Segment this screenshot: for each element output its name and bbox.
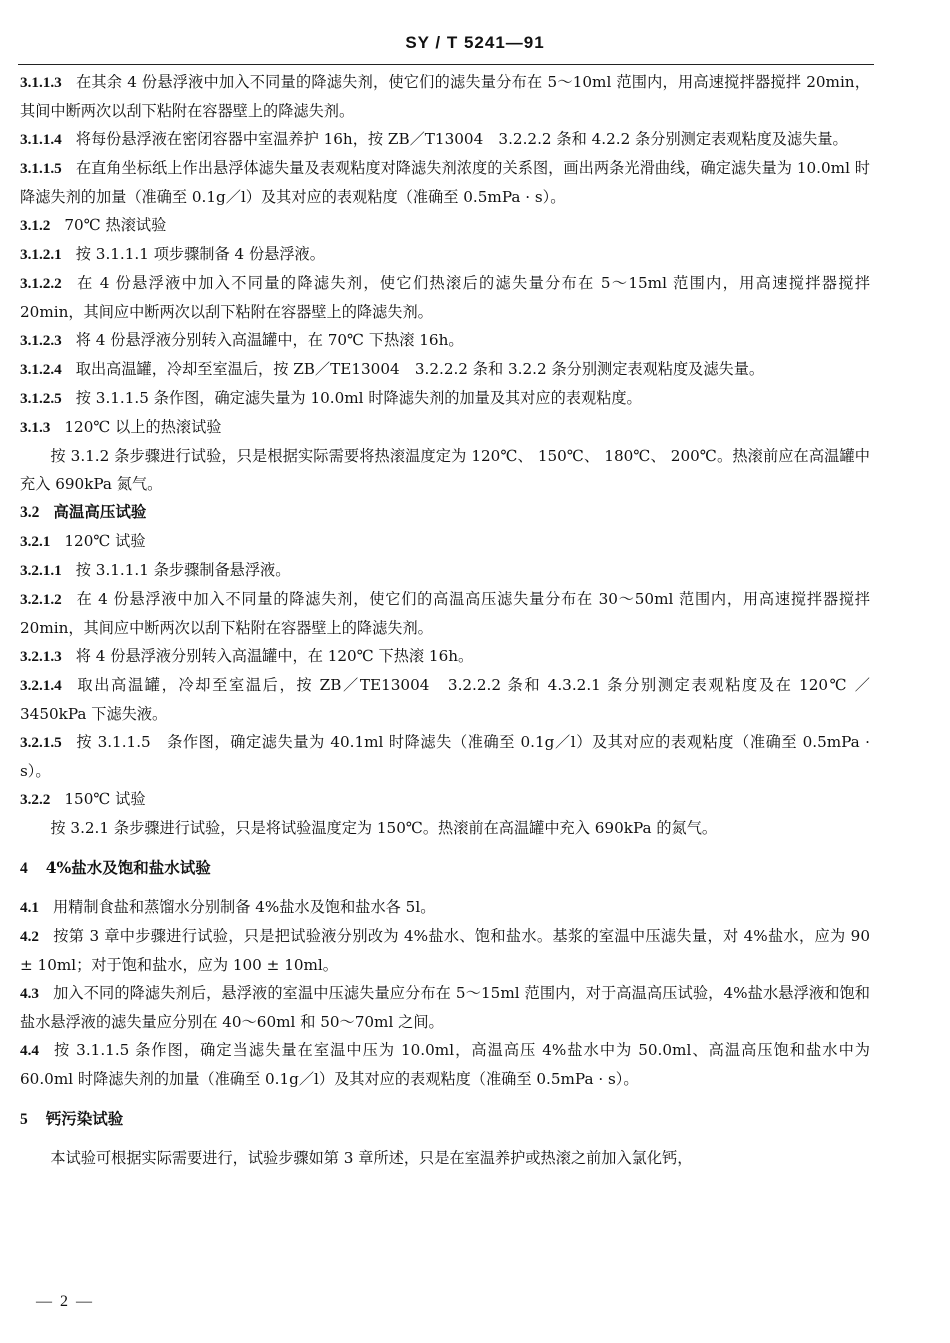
clause-text: 在直角坐标纸上作出悬浮体滤失量及表观粘度对降滤失剂浓度的关系图，画出两条光滑曲线，确定滤失量为 10.0ml 时降滤失剂的加量（准确至 0.1g／l）及其对应的表观粘度（准确至 0.5mPa · s）。 [20, 159, 870, 206]
clause-number: 3.1.2 [20, 217, 51, 234]
clause-text: 本试验可根据实际需要进行，试验步骤如第 3 章所述，只是在室温养护或热滚之前加入氯化钙， [50, 1149, 693, 1167]
clause-text: 取出高温罐，冷却至室温后，按 ZB／TE13004 3.2.2.2 条和 4.3.2.1 条分别测定表观粘度及在 120℃ ／3450kPa 下滤失液。 [20, 676, 870, 723]
clause-text: 在 4 份悬浮液中加入不同量的降滤失剂，使它们热滚后的滤失量分布在 5～15ml 范围内，用高速搅拌器搅拌 20min，其间应中断两次以刮下粘附在容器壁上的降滤失剂。 [20, 274, 870, 321]
document-body [20, 68, 870, 1172]
clause-number: 4.2 [20, 928, 39, 945]
clause-number: 3.1.1.3 [20, 74, 62, 91]
clause-text: 将 4 份悬浮液分别转入高温罐中，在 120℃ 下热滚 16h。 [75, 647, 474, 665]
clause-number: 3.2.1 [20, 533, 51, 550]
clause-paragraph [20, 125, 870, 154]
clause-number: 3.2.2 [20, 791, 51, 808]
clause-number: 3.2.1.1 [20, 562, 62, 579]
clause-paragraph [20, 326, 870, 355]
section-spacer [20, 1134, 870, 1144]
section-heading [20, 1105, 870, 1134]
header-divider [18, 64, 874, 65]
clause-number: 3.1.2.2 [20, 275, 62, 292]
clause-text: 钙污染试验 [45, 1109, 124, 1128]
clause-number: 4.1 [20, 899, 39, 916]
clause-paragraph [20, 671, 870, 728]
clause-text: 按 3.1.1.5 条作图，确定滤失量为 40.1ml 时降滤失（准确至 0.1g／l）及其对应的表观粘度（准确至 0.5mPa · s）。 [20, 733, 870, 780]
clause-text: 按 3.1.1.1 条步骤制备悬浮液。 [75, 561, 291, 579]
clause-paragraph [20, 893, 870, 922]
clause-paragraph [20, 413, 870, 442]
clause-text: 将每份悬浮液在密闭容器中室温养护 16h，按 ZB／T13004 3.2.2.2 条和 4.2.2 条分别测定表观粘度及滤失量。 [75, 130, 848, 148]
clause-text: 加入不同的降滤失剂后，悬浮液的室温中压滤失量应分布在 5～15ml 范围内，对于高温高压试验，4%盐水悬浮液和饱和盐水悬浮液的滤失量应分别在 40～60ml 和 50～70ml 之间。 [20, 984, 870, 1031]
clause-number: 3.2 [20, 504, 40, 521]
clause-text: 按第 3 章中步骤进行试验，只是把试验液分别改为 4%盐水、饱和盐水。基浆的室温中压滤失量，对 4%盐水，应为 90 ± 10ml；对于饱和盐水，应为 100 ± 10ml。 [20, 927, 870, 974]
clause-paragraph [20, 1144, 870, 1172]
clause-paragraph [20, 1036, 870, 1093]
clause-number: 3.1.1.4 [20, 131, 62, 148]
clause-paragraph [20, 154, 870, 211]
clause-text: 用精制食盐和蒸馏水分别制备 4%盐水及饱和盐水各 5l。 [52, 898, 436, 916]
clause-text: 在 4 份悬浮液中加入不同量的降滤失剂，使它们的高温高压滤失量分布在 30～50ml 范围内，用高速搅拌器搅拌 20min，其间应中断两次以刮下粘附在容器壁上的降滤失剂。 [20, 590, 870, 637]
clause-text: 将 4 份悬浮液分别转入高温罐中，在 70℃ 下热滚 16h。 [75, 331, 464, 349]
clause-number: 3.2.1.5 [20, 734, 62, 751]
clause-paragraph [20, 814, 870, 842]
clause-number: 3.1.2.3 [20, 332, 62, 349]
clause-paragraph [20, 556, 870, 585]
subsection-heading [20, 498, 870, 527]
clause-text: 按 3.1.1.1 项步骤制备 4 份悬浮液。 [75, 245, 325, 263]
clause-text: 在其余 4 份悬浮液中加入不同量的降滤失剂，使它们的滤失量分布在 5～10ml 范围内，用高速搅拌器搅拌 20min，其间中断两次以刮下粘附在容器壁上的降滤失剂。 [20, 73, 870, 120]
clause-number: 3.2.1.4 [20, 677, 62, 694]
clause-paragraph [20, 442, 870, 498]
clause-number: 5 [20, 1111, 28, 1128]
clause-paragraph [20, 979, 870, 1036]
clause-text: 按 3.1.2 条步骤进行试验，只是根据实际需要将热滚温度定为 120℃、 150℃、 180℃、 200℃。热滚前应在高温罐中充入 690kPa 氮气。 [20, 447, 870, 493]
clause-paragraph [20, 728, 870, 785]
clause-paragraph [20, 585, 870, 642]
clause-paragraph [20, 922, 870, 979]
clause-text: 4%盐水及饱和盐水试验 [45, 858, 211, 877]
clause-text: 按 3.1.1.5 条作图，确定滤失量为 10.0ml 时降滤失剂的加量及其对应的表观粘度。 [75, 389, 642, 407]
clause-paragraph [20, 355, 870, 384]
clause-text: 120℃ 试验 [64, 532, 146, 550]
clause-number: 3.1.2.4 [20, 361, 62, 378]
section-heading [20, 854, 870, 883]
clause-paragraph [20, 68, 870, 125]
section-spacer [20, 883, 870, 893]
standard-number-header: SY / T 5241—91 [405, 33, 545, 52]
clause-paragraph [20, 269, 870, 326]
clause-text: 高温高压试验 [53, 502, 147, 521]
clause-number: 4.3 [20, 985, 39, 1002]
clause-number: 4.4 [20, 1042, 39, 1059]
clause-paragraph [20, 642, 870, 671]
clause-paragraph [20, 527, 870, 556]
clause-number: 3.1.1.5 [20, 160, 62, 177]
clause-number: 3.1.2.5 [20, 390, 62, 407]
section-spacer [20, 1093, 870, 1105]
clause-text: 取出高温罐，冷却至室温后，按 ZB／TE13004 3.2.2.2 条和 3.2.2 条分别测定表观粘度及滤失量。 [75, 360, 765, 378]
clause-number: 3.1.3 [20, 419, 51, 436]
clause-text: 70℃ 热滚试验 [64, 216, 167, 234]
clause-paragraph [20, 211, 870, 240]
clause-number: 4 [20, 860, 28, 877]
clause-text: 按 3.1.1.5 条作图，确定当滤失量在室温中压为 10.0ml，高温高压 4%盐水中为 50.0ml、高温高压饱和盐水中为 60.0ml 时降滤失剂的加量（准确至 0.1g／l）及其对应的表观粘度（准确至 0.5mPa · s）。 [20, 1041, 870, 1088]
clause-number: 3.2.1.2 [20, 591, 62, 608]
clause-number: 3.2.1.3 [20, 648, 62, 665]
clause-text: 120℃ 以上的热滚试验 [64, 418, 222, 436]
clause-text: 按 3.2.1 条步骤进行试验，只是将试验温度定为 150℃。热滚前在高温罐中充入 690kPa 的氮气。 [50, 819, 718, 837]
clause-number: 3.1.2.1 [20, 246, 62, 263]
clause-paragraph [20, 240, 870, 269]
page-number: — 2 — [36, 1293, 94, 1310]
clause-paragraph [20, 384, 870, 413]
section-spacer [20, 842, 870, 854]
clause-paragraph [20, 785, 870, 814]
clause-text: 150℃ 试验 [64, 790, 146, 808]
